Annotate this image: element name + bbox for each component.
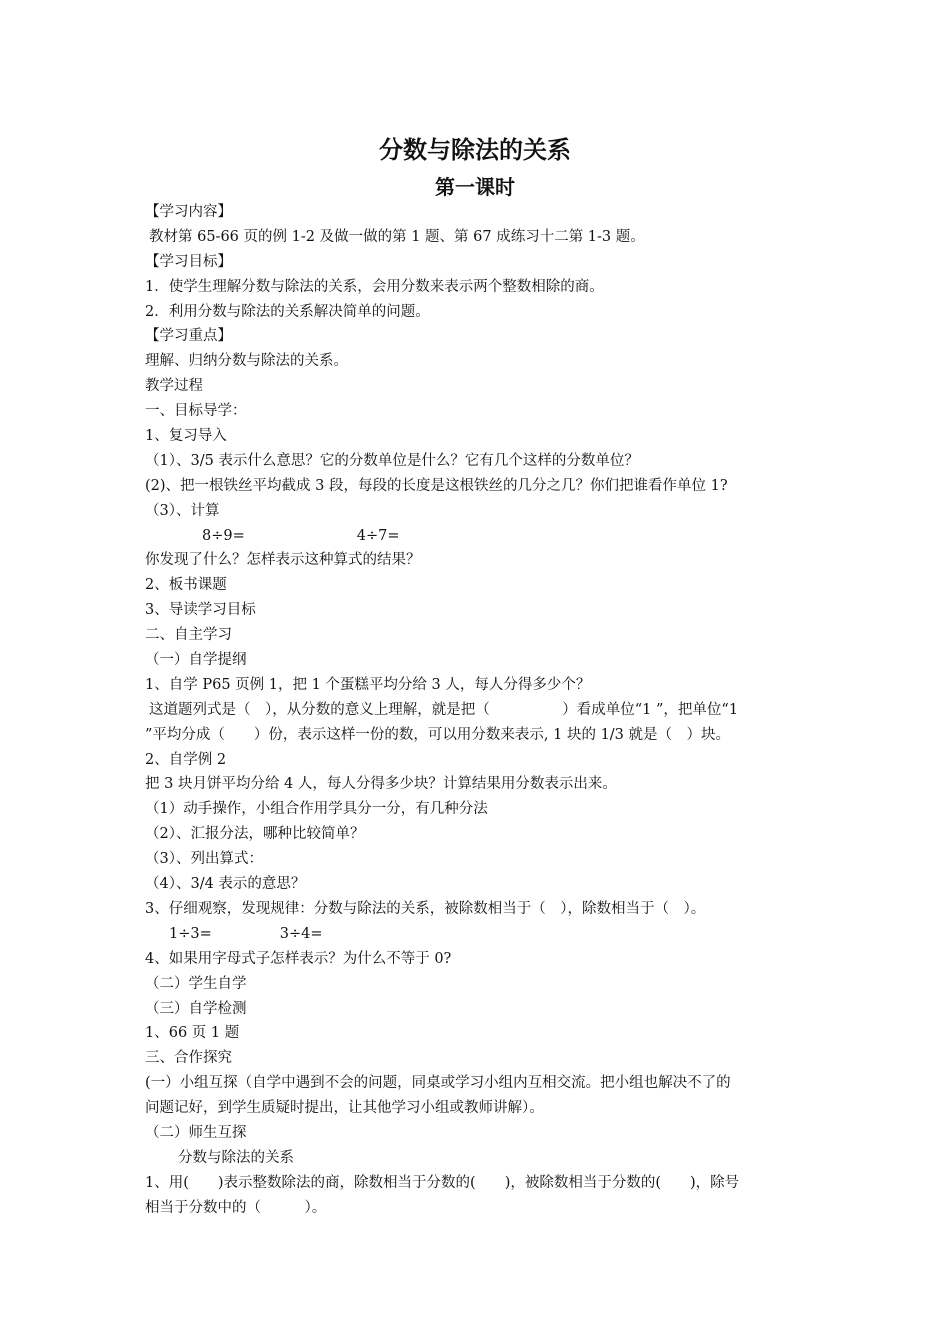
paragraph-line: 分数与除法的关系: [178, 1149, 294, 1166]
paragraph-line: （4）、3/4 表示的意思？: [145, 876, 306, 893]
paragraph-line: 2、自学例 2: [145, 751, 227, 768]
paragraph-line: 问题记好，到学生质疑时提出，让其他学习小组或教师讲解）。: [145, 1100, 544, 1117]
section-heading: 【学习内容】: [145, 204, 232, 220]
paragraph-line: (2)、把一根铁丝平均截成 3 段，每段的长度是这根铁丝的几分之几？你们把谁看作单位 1?: [145, 477, 728, 494]
section-heading: 三、合作探究: [145, 1050, 232, 1067]
paragraph-line: 2、板书课题: [145, 577, 227, 594]
document-subtitle: 第一课时: [435, 175, 515, 199]
paragraph-line: （一）自学提纲: [145, 652, 247, 669]
paragraph-line: 相当于分数中的（ ）。: [145, 1199, 327, 1216]
paragraph-line: （二）学生自学: [145, 975, 247, 992]
paragraph-line: （三）自学检测: [145, 1000, 247, 1017]
paragraph-line: 1、用( )表示整数除法的商，除数相当于分数的( )，被除数相当于分数的( )，除号: [145, 1174, 740, 1191]
section-heading: 【学习重点】: [145, 328, 232, 345]
calculation-expression: 1÷3=: [169, 925, 212, 942]
paragraph-line: （二）师生互探: [145, 1124, 247, 1141]
calculation-row: [145, 922, 810, 947]
paragraph-line: ”平均分成（ ）份，表示这样一份的数，可以用分数来表示, 1 块的 1/3 就是（ ）块。: [145, 726, 731, 743]
paragraph-line: 1、复习导入: [145, 428, 227, 445]
paragraph-line: 理解、归纳分数与除法的关系。: [145, 353, 348, 370]
paragraph-line: (一）小组互探（自学中遇到不会的问题，同桌或学习小组内互相交流。把小组也解决不了的: [145, 1075, 731, 1092]
paragraph-line: 4、如果用字母式子怎样表示？为什么不等于 0?: [145, 950, 452, 967]
paragraph-line: （3）、计算: [145, 502, 220, 519]
paragraph-line: 3、仔细观察，发现规律：分数与除法的关系，被除数相当于（ ），除数相当于（ ）。: [145, 900, 706, 917]
paragraph-line: 这道题列式是（ ），从分数的意义上理解，就是把（ ）看成单位“1 ”，把单位“1: [149, 701, 739, 718]
paragraph-line: 3、导读学习目标: [145, 602, 256, 619]
document-body: [145, 200, 810, 1221]
paragraph-line: （1）动手操作，小组合作用学具分一分，有几种分法: [145, 801, 488, 818]
paragraph-line: 把 3 块月饼平均分给 4 人，每人分得多少块？计算结果用分数表示出来。: [145, 776, 617, 793]
paragraph-line: 教材第 65-66 页的例 1-2 及做一做的第 1 题、第 67 成练习十二第 1-3 题。: [149, 228, 645, 245]
paragraph-line: 2．利用分数与除法的关系解决简单的问题。: [145, 303, 430, 320]
document-title: 分数与除法的关系: [379, 135, 571, 164]
calculation-expression: 8÷9=: [202, 527, 245, 544]
paragraph-line: （1）、3/5 表示什么意思？它的分数单位是什么？它有几个这样的分数单位？: [145, 452, 639, 469]
calculation-expression: 4÷7=: [356, 527, 400, 544]
paragraph-line: 1、自学 P65 页例 1，把 1 个蛋糕平均分给 3 人，每人分得多少个？: [145, 676, 591, 693]
paragraph-line: 一、目标导学：: [145, 403, 247, 420]
calculation-row: [145, 524, 810, 549]
paragraph-line: 1．使学生理解分数与除法的关系，会用分数来表示两个整数相除的商。: [145, 278, 604, 295]
paragraph-line: （3）、列出算式：: [145, 851, 263, 868]
paragraph-line: 二、自主学习: [145, 627, 232, 644]
paragraph-line: 你发现了什么？怎样表示这种算式的结果？: [145, 552, 421, 569]
paragraph-line: 1、66 页 1 题: [145, 1025, 240, 1042]
paragraph-line: 教学过程: [145, 378, 203, 395]
calculation-expression: 3÷4=: [279, 925, 323, 942]
paragraph-line: （2）、汇报分法，哪种比较简单？: [145, 826, 365, 843]
section-heading: 【学习目标】: [145, 253, 232, 270]
